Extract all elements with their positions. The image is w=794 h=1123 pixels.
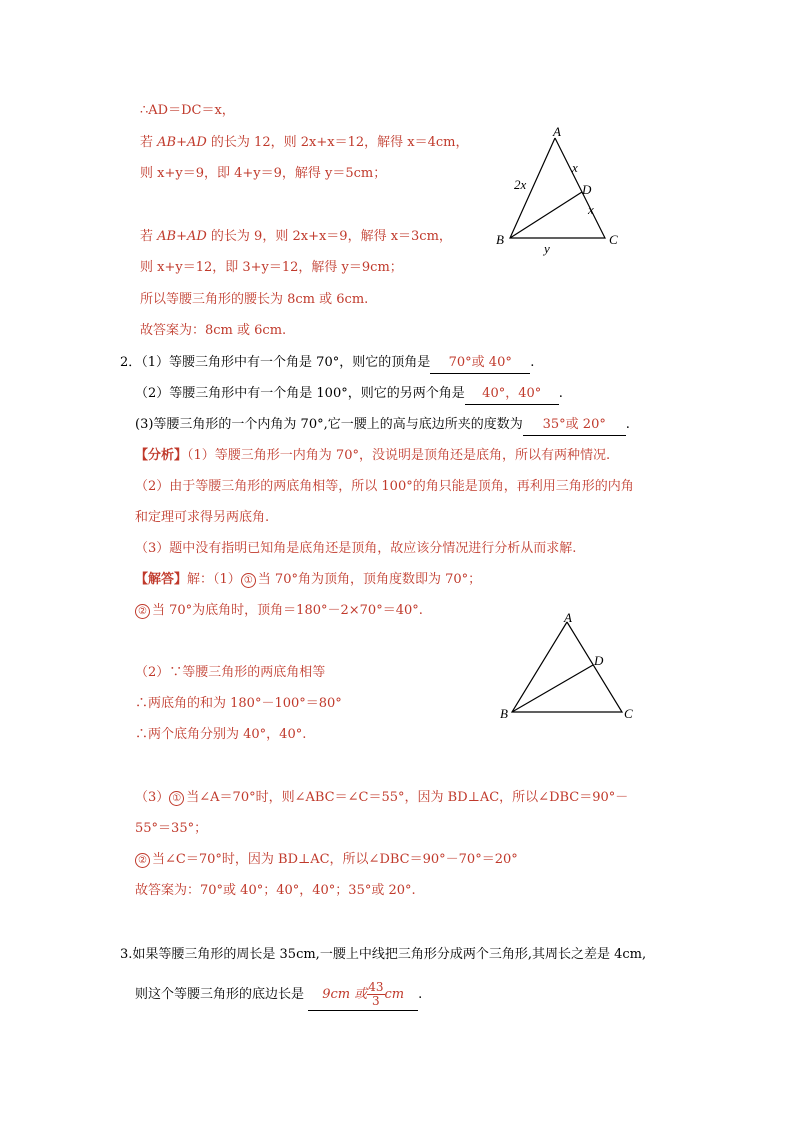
text-span: （1）等腰三角形一内角为 70°，没说明是顶角还是底角，所以有两种情况. — [187, 448, 611, 463]
text-line: 55°＝35°； — [135, 821, 208, 836]
text-span: 当 70°为底角时，顶角＝180°－2×70°＝40°. — [152, 603, 423, 618]
text-line: 则 x+y＝12，即 3+y＝12，解得 y＝9cm； — [140, 260, 403, 275]
text-span: 若 — [140, 229, 158, 244]
text-line: （2）∵等腰三角形的两底角相等 — [135, 665, 326, 680]
fraction-numerator: 43 — [368, 980, 384, 994]
text-line: ∴两个底角分别为 40°，40°. — [135, 727, 307, 742]
label-d: D — [582, 182, 592, 197]
question-2-part-1 — [120, 353, 534, 374]
text-span: 9cm 或 — [322, 987, 368, 1002]
text-line — [135, 850, 518, 870]
circled-number: ② — [135, 853, 150, 868]
segment-bd — [512, 665, 593, 712]
circled-number: ① — [241, 573, 256, 588]
label-c: C — [609, 232, 618, 247]
text-line: ∴两底角的和为 180°－100°＝80° — [135, 696, 342, 711]
text-span: （1）等腰三角形中有一个角是 70°，则它的顶角是 — [141, 355, 431, 370]
triangle-figure-1 — [490, 122, 620, 257]
text-line: 和定理可求得另两底角. — [135, 510, 270, 525]
analysis-line — [135, 446, 610, 466]
text-line — [135, 601, 423, 621]
solution-line — [135, 570, 481, 590]
text-span: 当∠C＝70°时，因为 BD⊥AC，所以∠DBC＝90°－70°＝20° — [152, 852, 518, 867]
text-line: （3）题中没有指明已知角是底角还是顶角，故应该分情况进行分析从而求解. — [135, 541, 577, 556]
question-number: 2． — [120, 355, 142, 370]
analysis-tag: 【分析】 — [135, 448, 188, 463]
fraction-denominator: 3 — [372, 994, 380, 1008]
text-span: (3)等腰三角形的一个内角为 70°,它一腰上的高与底边所夹的度数为 — [135, 417, 523, 432]
answer-blank: 70°或 40° — [430, 353, 530, 374]
text-span: 的长为 12，则 2x+x＝12，解得 x＝4cm， — [206, 135, 469, 150]
text-line: 所以等腰三角形的腰长为 8cm 或 6cm. — [140, 292, 369, 307]
text-line: ∴AD＝DC＝x， — [140, 103, 235, 118]
label-c: C — [624, 706, 633, 721]
text-line: （2）由于等腰三角形的两底角相等，所以 100°的角只能是顶角，再利用三角形的内角 — [135, 479, 634, 494]
text-span: （2）等腰三角形中有一个角是 100°，则它的另两个角是 — [135, 386, 465, 401]
question-3-line-1: 3.如果等腰三角形的周长是 35cm,一腰上中线把三角形分成两个三角形,其周长之差是 4cm, — [120, 947, 647, 962]
fraction — [367, 981, 384, 1008]
question-3-line-2 — [135, 980, 422, 1011]
text-span: AB+AD — [157, 229, 207, 244]
text-line — [140, 227, 452, 247]
text-span: . — [625, 417, 630, 432]
text-line — [140, 133, 468, 153]
triangle-outline — [512, 622, 622, 712]
text-span: 的长为 9，则 2x+x＝9，解得 x＝3cm， — [206, 229, 452, 244]
text-line: 则 x+y＝9，即 4+y＝9，解得 y＝5cm； — [140, 166, 387, 181]
label-x-lower: x — [588, 202, 594, 217]
text-span: . — [558, 386, 563, 401]
answer-blank: 40°，40° — [465, 384, 559, 405]
question-2-part-3 — [135, 415, 630, 436]
text-span: . — [418, 987, 423, 1002]
label-a: A — [553, 124, 561, 139]
label-y: y — [544, 241, 550, 256]
circled-number: ② — [135, 604, 150, 619]
solution-tag: 【解答】 — [135, 572, 188, 587]
text-span: cm — [384, 987, 405, 1002]
answer-blank — [308, 980, 418, 1011]
label-x-upper: x — [572, 160, 578, 175]
label-d: D — [594, 653, 604, 668]
text-span: . — [530, 355, 535, 370]
triangle-figure-2 — [490, 610, 640, 725]
text-span: 若 — [140, 135, 158, 150]
text-line: 故答案为：8cm 或 6cm. — [140, 323, 287, 338]
text-line: 故答案为：70°或 40°；40°，40°；35°或 20°. — [135, 883, 416, 898]
text-span: AB+AD — [157, 135, 207, 150]
text-span: （3） — [135, 790, 170, 805]
text-line — [135, 788, 628, 808]
text-span: 当∠A＝70°时，则∠ABC＝∠C＝55°，因为 BD⊥AC，所以∠DBC＝90°－ — [186, 790, 629, 805]
label-a: A — [564, 610, 572, 625]
text-span: 当 70°角为顶角，顶角度数即为 70°； — [257, 572, 482, 587]
label-b: B — [496, 232, 504, 247]
text-span: 则这个等腰三角形的底边长是 — [135, 987, 305, 1002]
label-2x: 2x — [514, 177, 527, 192]
question-2-part-2 — [135, 384, 563, 405]
label-b: B — [500, 706, 508, 721]
circled-number: ① — [169, 791, 184, 806]
text-span: 解：（1） — [187, 572, 241, 587]
answer-blank: 35°或 20° — [523, 415, 626, 436]
